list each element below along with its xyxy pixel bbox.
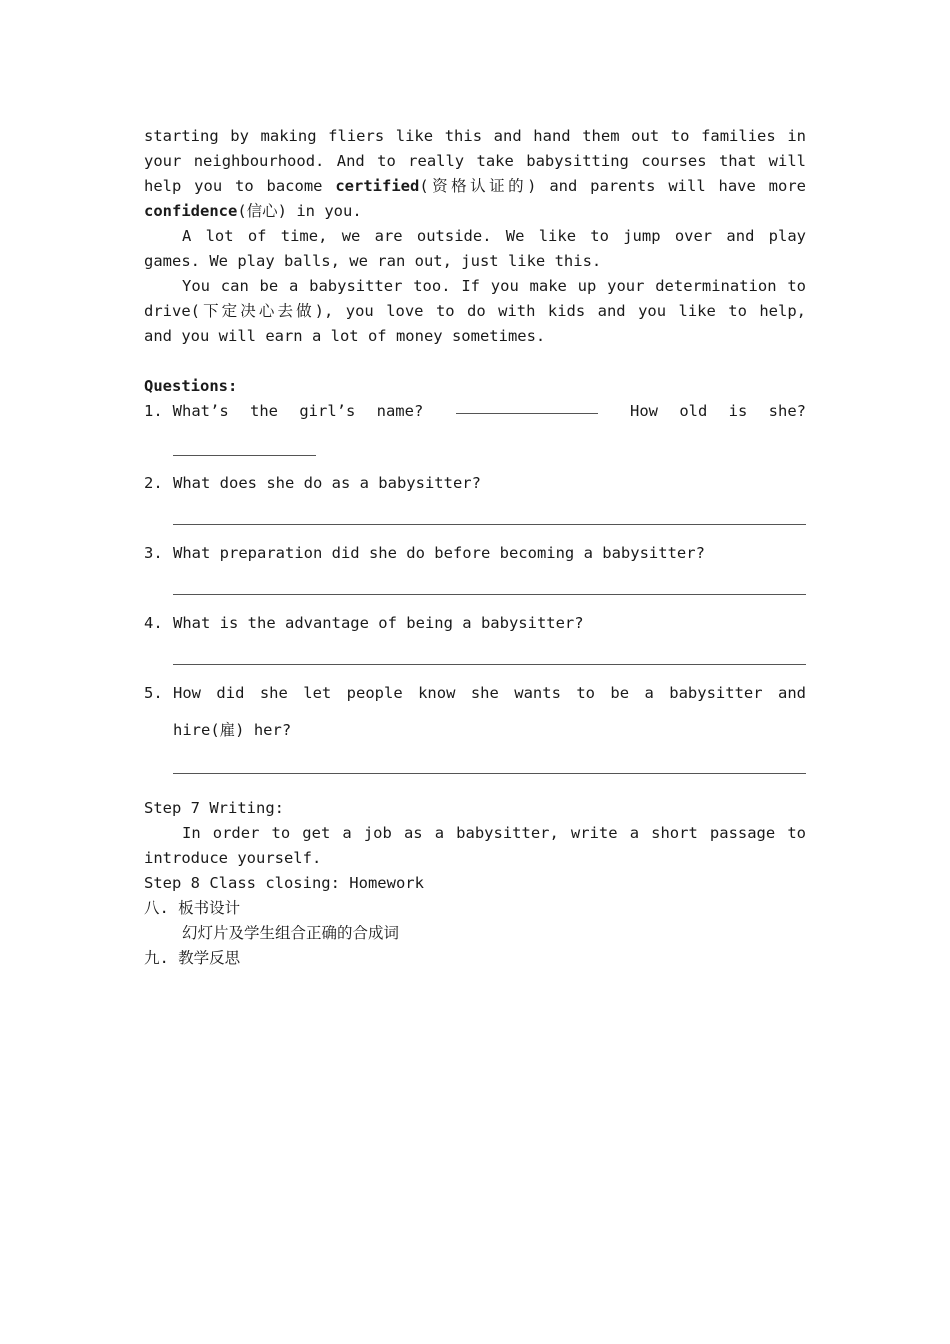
spacer (144, 349, 806, 374)
passage-line: your neighbourhood. And to really take babysitting courses that will (144, 152, 806, 170)
passage-line: starting by making fliers like this and hand them out to families in (144, 127, 806, 145)
step-7-text: In order to get a job as a babysitter, write a short passage to (182, 824, 806, 842)
step-7-text: introduce yourself. (144, 849, 322, 867)
passage-text: (资格认证的) and parents will have more (419, 177, 806, 195)
document-page (144, 124, 806, 971)
question-2 (144, 471, 806, 496)
step-8-title: Step 8 Class closing: Homework (144, 874, 424, 892)
question-5 (144, 681, 806, 706)
question-text: hire(雇) her? (173, 721, 292, 739)
passage-line (144, 174, 806, 199)
question-number: 4. (144, 614, 163, 632)
passage-line (144, 199, 806, 224)
question-text: What preparation did she do before becoming a babysitter? (173, 544, 705, 562)
answer-blank-name[interactable] (456, 399, 598, 414)
passage-text: (信心) in you. (237, 202, 362, 220)
question-text: How old is she? (630, 402, 806, 420)
question-3 (144, 541, 806, 566)
step-7-title: Step 7 Writing: (144, 799, 284, 817)
question-number: 2. (144, 474, 163, 492)
passage-line: and you will earn a lot of money sometimes. (144, 327, 546, 345)
keyword-confidence: confidence (144, 202, 238, 220)
question-number: 5. (144, 684, 163, 702)
passage-text: help you to bacome (144, 177, 323, 195)
question-text: What does she do as a babysitter? (173, 474, 481, 492)
question-text: What is the advantage of being a babysitter? (173, 614, 584, 632)
question-text: What’s the girl’s name? (172, 402, 424, 420)
question-text: How did she let people know she wants to be a babysitter and (173, 684, 806, 702)
passage-line: A lot of time, we are outside. We like to jump over and play (182, 227, 806, 245)
passage-line: drive(下定决心去做), you love to do with kids and you like to help, (144, 302, 806, 320)
question-number: 3. (144, 544, 163, 562)
section-8-title: 八. 板书设计 (144, 899, 241, 917)
section-8-body: 幻灯片及学生组合正确的合成词 (182, 924, 400, 942)
questions-heading: Questions: (144, 377, 238, 395)
passage-line: games. We play balls, we ran out, just like this. (144, 252, 602, 270)
section-9-title: 九. 教学反思 (144, 949, 241, 967)
passage-line: You can be a babysitter too. If you make up your determination to (182, 277, 806, 295)
question-number: 1. (144, 402, 163, 420)
question-4 (144, 611, 806, 636)
question-1 (144, 399, 806, 424)
keyword-certified: certified (335, 177, 420, 195)
